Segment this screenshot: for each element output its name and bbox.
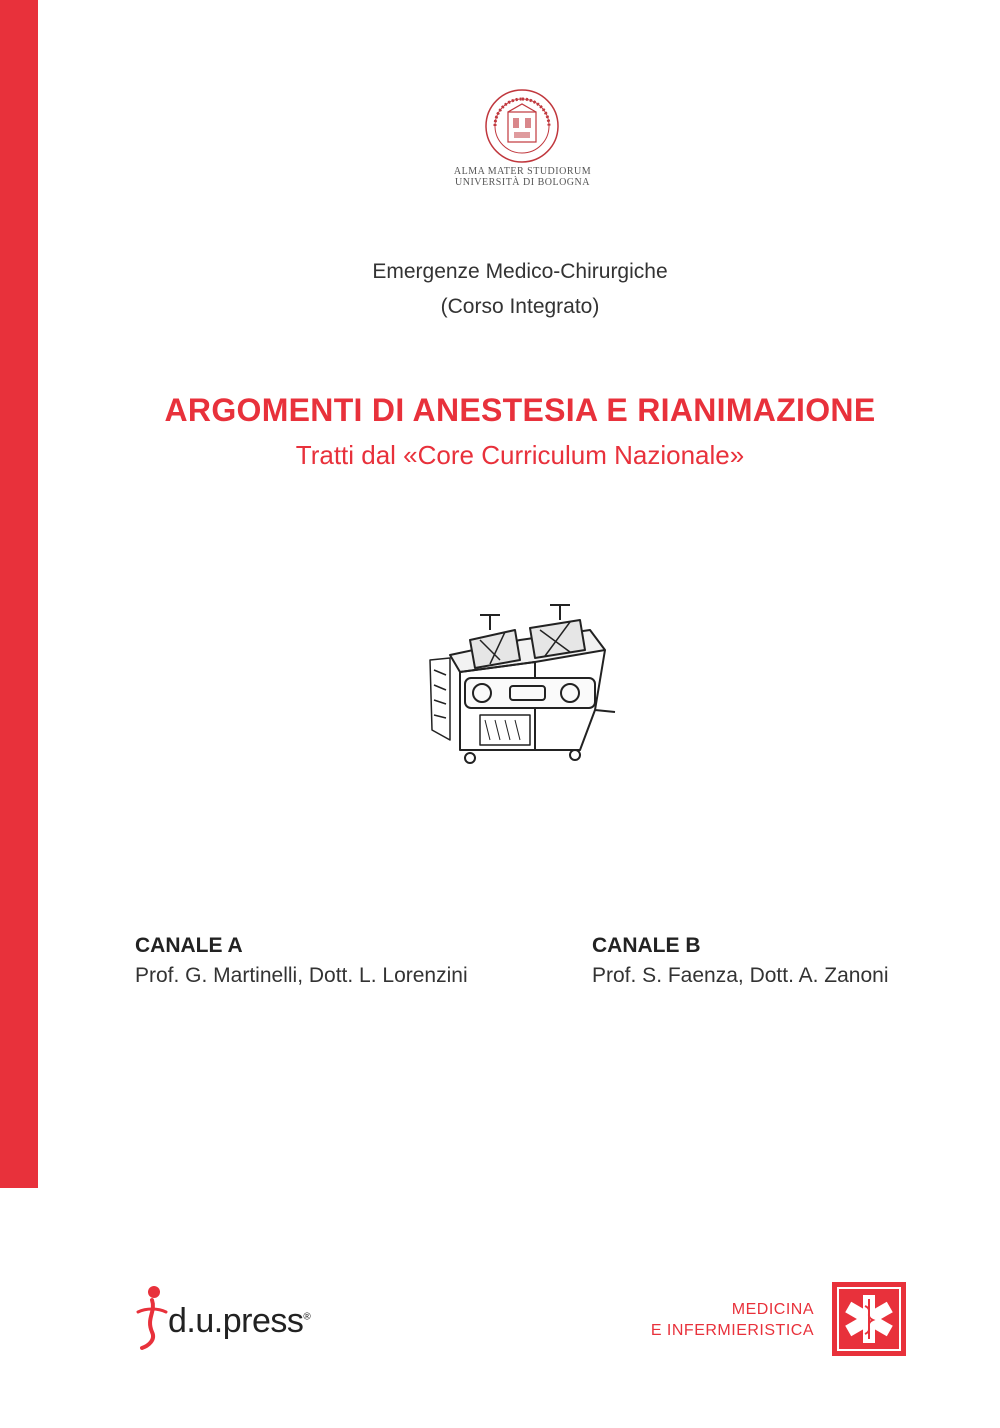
registered-mark: ® bbox=[303, 1311, 311, 1323]
anesthesia-machine-sketch bbox=[420, 600, 620, 775]
university-name bbox=[420, 166, 625, 188]
page-subtitle: Tratti dal «Core Curriculum Nazionale» bbox=[295, 440, 745, 470]
series-name-line2: E INFERMIERISTICA bbox=[650, 1322, 814, 1339]
publisher-logo bbox=[132, 1282, 342, 1352]
university-name-line1: ALMA MATER STUDIORUM bbox=[453, 166, 592, 177]
publisher-name-text: d.u.press bbox=[168, 1302, 304, 1340]
canale-b-heading: CANALE B bbox=[592, 934, 701, 957]
page-title: ARGOMENTI DI ANESTESIA E RIANIMAZIONE bbox=[164, 392, 876, 428]
course-name: Emergenze Medico-Chirurgiche bbox=[372, 260, 668, 283]
course-type: (Corso Integrato) bbox=[440, 295, 600, 318]
canale-a-names: Prof. G. Martinelli, Dott. L. Lorenzini bbox=[135, 964, 468, 987]
dupress-figure-icon bbox=[132, 1282, 172, 1352]
publisher-name bbox=[168, 1302, 310, 1341]
canale-a-heading: CANALE A bbox=[135, 934, 243, 957]
canale-b-names: Prof. S. Faenza, Dott. A. Zanoni bbox=[592, 964, 889, 987]
canale-a bbox=[135, 934, 468, 988]
red-side-band bbox=[0, 0, 38, 1188]
star-of-life-icon bbox=[832, 1282, 906, 1356]
canale-b bbox=[592, 934, 888, 988]
series-name-line1: MEDICINA bbox=[731, 1301, 814, 1318]
university-seal-icon bbox=[484, 88, 560, 164]
series-name bbox=[651, 1299, 814, 1341]
university-name-line2: UNIVERSITÀ DI BOLOGNA bbox=[455, 177, 590, 188]
